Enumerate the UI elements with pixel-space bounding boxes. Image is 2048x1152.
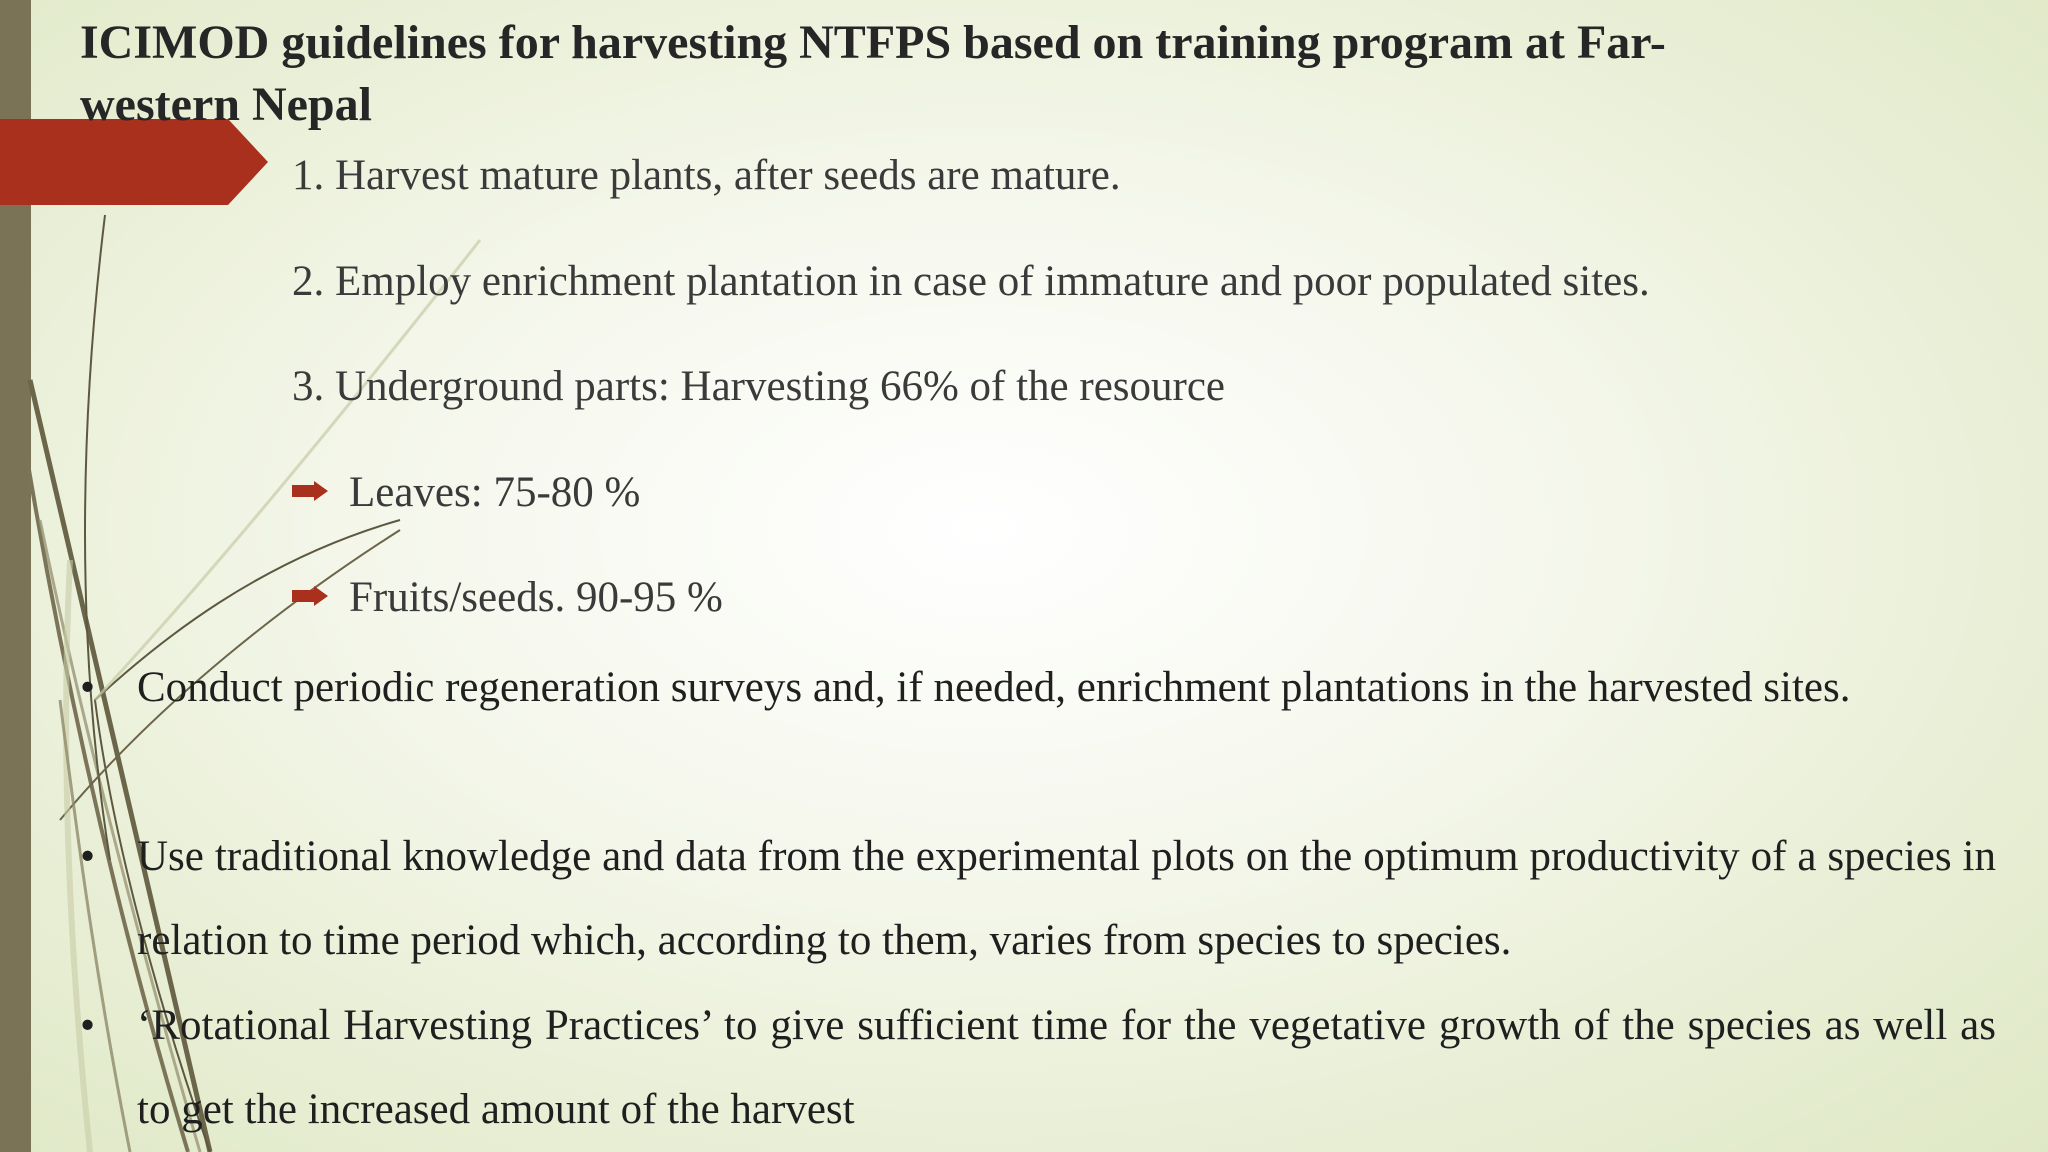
arrow-item-text: Fruits/seeds. 90-95 % <box>349 574 723 621</box>
slide-title: ICIMOD guidelines for harvesting NTFPS based on training program at Far-western Nepal <box>80 16 1666 131</box>
bullet-dot: • <box>80 664 96 711</box>
arrow-item-fruits <box>292 572 723 624</box>
numbered-item-3: 3. Underground parts: Harvesting 66% of the resource <box>292 363 1226 410</box>
numbered-item-1: 1. Harvest mature plants, after seeds are mature. <box>292 152 1121 199</box>
bullet-item-2 <box>80 815 1996 983</box>
bullet-text: Conduct periodic regeneration surveys and, if needed, enrichment plantations in the harvested sites. <box>137 664 1851 711</box>
bullet-item-1 <box>80 646 1996 730</box>
bullet-text: Use traditional knowledge and data from the experimental plots on the optimum productivity of a species in relation to time period which, according to them, varies from species to species. <box>137 833 1996 964</box>
bullet-dot: • <box>80 1002 96 1049</box>
bullet-text: ‘Rotational Harvesting Practices’ to give sufficient time for the vegetative growth of the species as well as to get the increased amount of the harvest <box>137 1002 1996 1133</box>
numbered-item-2: 2. Employ enrichment plantation in case of immature and poor populated sites. <box>292 258 1650 305</box>
right-arrow-icon <box>292 586 328 606</box>
bullet-dot: • <box>80 833 96 880</box>
arrow-item-text: Leaves: 75-80 % <box>349 469 641 516</box>
arrow-item-leaves <box>292 467 640 519</box>
right-arrow-icon <box>292 481 328 501</box>
bullet-item-3 <box>80 984 1996 1152</box>
